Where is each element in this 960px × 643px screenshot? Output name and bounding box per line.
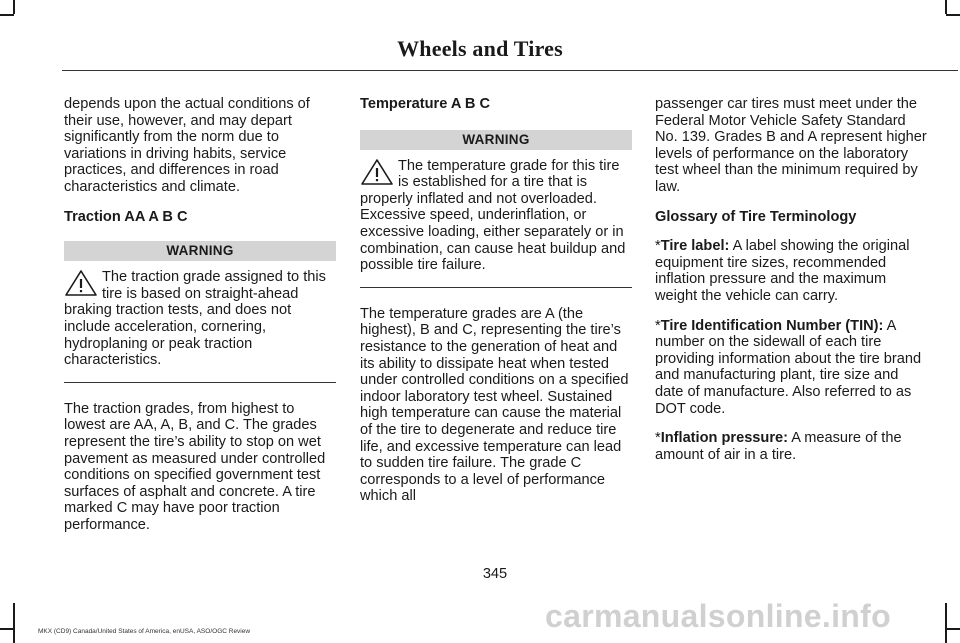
col2-paragraph-1: The temperature grades are A (the highest), B and C, representing the tire’s resistance to the generation of heat and its ability to dissipate heat when tested under controlled conditions on a specified indoor laboratory test wheel. Sustained high temperature can cause the material of the tire to degenerate and reduce tire life, and excessive temperature can lead to sudden tire failure. The grade C corresponds to a level of performance which all xyxy=(360,305,629,505)
glossary-term: Inflation pressure: xyxy=(660,430,788,447)
crop-mark-bottom-left-v xyxy=(13,603,15,643)
crop-mark-bottom-right-v xyxy=(945,603,947,643)
column-1 xyxy=(64,96,336,546)
traction-warning xyxy=(64,269,336,369)
crop-mark-top-left-v xyxy=(13,0,15,14)
warning-triangle-icon xyxy=(360,158,394,186)
glossary-star: * xyxy=(655,317,661,334)
glossary-definition: A label showing the original equipment tire sizes, recommended inflation pressure and the maximum weight the vehicle can carry. xyxy=(655,238,910,304)
crop-mark-bottom-left-h xyxy=(0,628,14,630)
temperature-warning-label: WARNING xyxy=(360,130,632,150)
warning-triangle-icon xyxy=(64,269,98,297)
glossary-entry-inflation-pressure xyxy=(655,430,927,463)
footer-document-info: MKX (CD9) Canada/United States of America, enUSA, ASO/OGC Review xyxy=(38,628,251,635)
col1-paragraph-1: depends upon the actual conditions of their use, however, and may depart significantly from the norm due to variations in driving habits, service practices, and differences in road characteristics and climate. xyxy=(64,96,310,195)
glossary-star: * xyxy=(655,430,661,447)
traction-warning-text: The traction grade assigned to this tire is based on straight-ahead braking traction tests, and does not include acceleration, cornering, hydroplaning or peak traction characteristics. xyxy=(64,269,326,369)
column-2 xyxy=(360,96,632,518)
page-number: 345 xyxy=(482,566,508,582)
header-divider xyxy=(62,70,958,71)
temperature-heading: Temperature A B C xyxy=(360,96,491,112)
crop-mark-bottom-right-h xyxy=(946,628,960,630)
glossary-heading: Glossary of Tire Terminology xyxy=(655,208,857,225)
temperature-warning xyxy=(360,158,632,274)
glossary-term: Tire label: xyxy=(660,238,730,255)
traction-warning-divider xyxy=(64,382,336,383)
glossary-definition: A measure of the amount of air in a tire. xyxy=(655,430,902,463)
temperature-warning-text: The temperature grade for this tire is established for a tire that is properly inflated and not overloaded. Excessive speed, underinflation, or excessive loading, either separately or in combination, can cause heat buildup and possible tire failure. xyxy=(360,157,626,274)
crop-mark-top-right-h xyxy=(946,14,960,16)
glossary-star: * xyxy=(655,238,661,255)
page-title: Wheels and Tires xyxy=(397,36,563,61)
col1-paragraph-2: The traction grades, from highest to lowest are AA, A, B, and C. The grades represent the tire’s ability to stop on wet pavement as measured under controlled conditions on specified government test surfaces of asphalt and concrete. A tire marked C may have poor traction performance. xyxy=(64,400,326,533)
crop-mark-top-left-h xyxy=(0,14,14,16)
glossary-term: Tire Identification Number (TIN): xyxy=(660,317,884,334)
traction-warning-label: WARNING xyxy=(64,241,336,261)
glossary-entry-tire-label xyxy=(655,238,927,304)
glossary-definition: A number on the sidewall of each tire providing information about the tire brand and manufacturing plant, tire size and date of manufacture. Also referred to as DOT code. xyxy=(655,317,922,417)
column-3 xyxy=(655,96,927,476)
col3-paragraph-1: passenger car tires must meet under the Federal Motor Vehicle Safety Standard No. 139. Grades B and A represent higher levels of performance on the laboratory test wheel than the minimum required by law. xyxy=(655,96,927,195)
traction-heading: Traction AA A B C xyxy=(64,208,188,225)
crop-mark-top-right-v xyxy=(945,0,947,14)
watermark: carmanualsonline.info xyxy=(545,598,891,634)
glossary-entry-tin xyxy=(655,318,927,418)
temperature-warning-divider xyxy=(360,287,632,288)
